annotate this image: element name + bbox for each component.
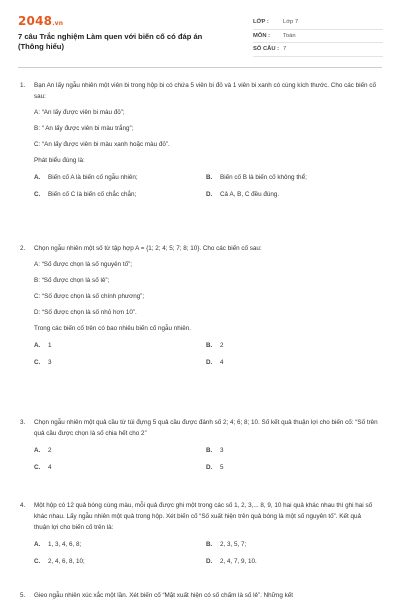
- meta-key: SỐ CÂU :: [253, 46, 280, 53]
- answer-option-b[interactable]: [206, 340, 378, 351]
- option-text: 2: [220, 342, 224, 349]
- answer-option-d[interactable]: [206, 556, 378, 567]
- meta-key: MÔN :: [253, 32, 271, 39]
- option-text: 2: [48, 447, 52, 454]
- header-divider: [18, 67, 382, 68]
- question-3: [20, 417, 378, 473]
- option-letter: A.: [34, 342, 41, 349]
- question-stem: Bạn An lấy ngẫu nhiên một viên bi trong hộp bi có chứa 5 viên bi đỏ và 1 viên bi xanh có cùng kích thước. Cho các biến cố sau:: [34, 82, 376, 100]
- question-number: 4.: [20, 502, 26, 509]
- question-line: B: “Số được chọn là số lẻ”;: [34, 277, 110, 284]
- answer-option-b[interactable]: [206, 539, 378, 550]
- answer-option-a[interactable]: [34, 340, 206, 351]
- meta-row-grade: [253, 16, 383, 30]
- question-5: [20, 590, 378, 601]
- option-text: 1, 3, 4, 6, 8;: [48, 541, 82, 548]
- question-line: C: “Số được chọn là số chính phương”;: [34, 293, 145, 300]
- option-letter: A.: [34, 174, 41, 181]
- option-text: 5: [220, 464, 224, 471]
- option-letter: A.: [34, 541, 41, 548]
- answer-option-a[interactable]: [34, 172, 206, 183]
- question-line: D: “Số được chọn là số nhỏ hơn 10”.: [34, 309, 137, 316]
- question-stem: Một hộp có 12 quả bóng cùng màu, mỗi quả được ghi một trong các số 1, 2, 3,... 8, 9, 10 hai quả khác nhau thì ghi hai số khác nhau. Lấy ngẫu nhiên một quả trong hộp. Xét biến cố “Số xuất hiện trên quả bóng là một số nguyên tố”. Kết quả thuận lợi cho biến cố trên là:: [34, 502, 373, 531]
- option-letter: A.: [34, 447, 41, 454]
- question-number: 5.: [20, 592, 26, 599]
- answer-options: [34, 445, 378, 473]
- answer-options: [34, 340, 378, 368]
- question-number: 1.: [20, 82, 26, 89]
- option-letter: C.: [34, 191, 41, 198]
- answer-option-c[interactable]: [34, 357, 206, 368]
- answer-option-d[interactable]: [206, 357, 378, 368]
- option-letter: B.: [206, 174, 213, 181]
- question-4: [20, 500, 378, 567]
- worksheet-title: 7 câu Trắc nghiệm Làm quen với biến cố có đáp án (Thông hiểu): [18, 32, 203, 51]
- option-text: 2, 3, 5, 7;: [220, 541, 247, 548]
- question-line: C: “An lấy được viên bi màu xanh hoặc màu đỏ”.: [34, 141, 170, 148]
- question-stem: Chọn ngẫu nhiên một quả cầu từ túi đựng 5 quả cầu được đánh số 2; 4; 6; 8; 10. Số kết quả thuận lợi cho biến cố: “Số trên quả cầu được chọn là số chia hết cho 2”: [34, 419, 378, 437]
- option-text: 3: [220, 447, 224, 454]
- option-letter: D.: [206, 191, 213, 198]
- answer-option-d[interactable]: [206, 189, 378, 200]
- question-stem: Gieo ngẫu nhiên xúc xắc một lần. Xét biến cố “Mặt xuất hiện có số chấm là số lẻ”. Những kết: [34, 592, 294, 599]
- option-text: 2, 4, 6, 8, 10;: [48, 558, 85, 565]
- question-number: 3.: [20, 419, 26, 426]
- answer-option-c[interactable]: [34, 556, 206, 567]
- option-text: Biến cố A là biến cố ngẫu nhiên;: [48, 174, 138, 181]
- question-prompt: Trong các biến cố trên có bao nhiêu biến cố ngẫu nhiên.: [34, 325, 191, 332]
- answer-option-c[interactable]: [34, 189, 206, 200]
- option-text: 1: [48, 342, 52, 349]
- option-letter: C.: [34, 464, 41, 471]
- option-letter: C.: [34, 359, 41, 366]
- answer-option-d[interactable]: [206, 462, 378, 473]
- answer-option-c[interactable]: [34, 462, 206, 473]
- option-letter: C.: [34, 558, 41, 565]
- question-prompt: Phát biểu đúng là:: [34, 157, 85, 164]
- logo-suffix: .vn: [52, 20, 64, 27]
- option-letter: B.: [206, 541, 213, 548]
- meta-value: Lớp 7: [283, 19, 299, 26]
- option-text: Cả A, B, C đều đúng.: [220, 191, 280, 198]
- option-text: 4: [220, 359, 224, 366]
- meta-key: LỚP :: [253, 19, 269, 26]
- answer-option-b[interactable]: [206, 445, 378, 456]
- option-letter: B.: [206, 447, 213, 454]
- question-stem: Chọn ngẫu nhiên một số từ tập hợp A = {1; 2; 4; 5; 7; 8; 10}. Cho các biến cố sau:: [34, 245, 262, 252]
- meta-value: Toán: [283, 32, 296, 39]
- question-line: B: “ An lấy được viên bi màu trắng”;: [34, 125, 134, 132]
- answer-option-a[interactable]: [34, 539, 206, 550]
- question-line: A: “Số được chọn là số nguyên tố”;: [34, 261, 132, 268]
- answer-options: [34, 539, 378, 567]
- answer-option-b[interactable]: [206, 172, 378, 183]
- answer-options: [34, 172, 378, 200]
- meta-row-subject: [253, 30, 383, 44]
- worksheet-header: [18, 12, 382, 58]
- option-text: 3: [48, 359, 52, 366]
- option-letter: B.: [206, 342, 213, 349]
- meta-table: [253, 16, 383, 57]
- option-text: 2, 4, 7, 9, 10.: [220, 558, 257, 565]
- question-1: [20, 80, 378, 200]
- meta-value: 7: [283, 46, 287, 53]
- question-2: [20, 243, 378, 368]
- meta-row-count: [253, 43, 383, 57]
- answer-option-a[interactable]: [34, 445, 206, 456]
- question-line: A: “An lấy được viên bi màu đỏ”;: [34, 109, 125, 116]
- option-text: 4: [48, 464, 52, 471]
- option-text: Biến cố C là biến cố chắc chắn;: [48, 191, 137, 198]
- option-letter: D.: [206, 359, 213, 366]
- option-text: Biến cố B là biến cố không thể;: [220, 174, 307, 181]
- option-letter: D.: [206, 558, 213, 565]
- logo-text: 2048: [18, 14, 53, 28]
- question-number: 2.: [20, 245, 26, 252]
- option-letter: D.: [206, 464, 213, 471]
- site-logo[interactable]: [18, 14, 63, 28]
